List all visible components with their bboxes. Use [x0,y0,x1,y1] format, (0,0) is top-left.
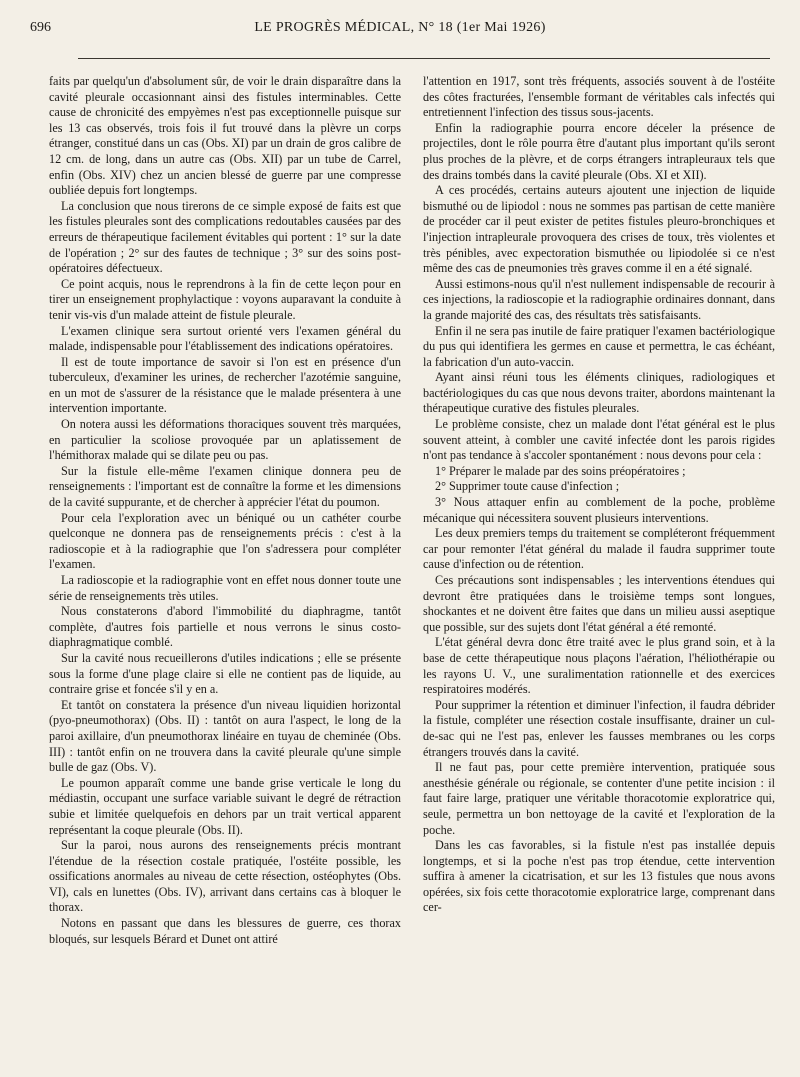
header-rule [78,58,770,59]
list-item: 1° Préparer le malade par des soins préopératoires ; [435,463,686,478]
paragraph: Enfin il ne sera pas inutile de faire pratiquer l'examen bactériologique du pus qui identifiera les germes en cause et permettra, le cas échéant, la fabrication d'un auto-vaccin. [423,323,775,369]
paragraph: Sur la paroi, nous aurons des renseignements précis montrant l'étendue de la résection costale pratiquée, l'ostéite possible, les ossifications anormales au niveau de cette résection, ostéophytes (Obs. VI), cals en lunettes (Obs. IV), arrivant dans certains cas à bloquer le thorax. [49,838,401,915]
paragraph: On notera aussi les déformations thoraciques souvent très marquées, en particulier la scoliose provoquée par un aplatissement de l'hémithorax malade qui se dilate peu ou pas. [49,417,401,463]
paragraph: Les deux premiers temps du traitement se compléteront fréquemment car pour remonter l'état général du malade il faudra supprimer toute cause d'infection ou de rétention. [423,526,775,572]
paragraph: Et tantôt on constatera la présence d'un niveau liquidien horizontal (pyo-pneumothorax) (Obs. II) : tantôt on aura l'aspect, le long de la paroi axillaire, d'un pneumothorax linéaire en tuyau de cheminée (Obs. III) : tantôt enfin on ne trouvera dans la cavité pleurale qu'une simple bulle de gaz (Obs. V). [49,697,401,775]
paragraph: Notons en passant que dans les blessures de guerre, ces thorax bloqués, sur lesquels Bérard et Dunet ont attiré [49,916,401,946]
paragraph: faits par quelqu'un d'absolument sûr, de voir le drain disparaître dans la cavité pleurale occasionnant ainsi des fistules interminables. Cette cause de chronicité des empyèmes n'est pas exceptionnelle puisque sur les 13 cas observés, trois fois il fut trouvé dans la plèvre un corps étranger, constitué dans un cas (Obs. XI) par un drain de gros calibre de 12 cm. de long, dans un autre cas (Obs. XII) par un tube de Carrel, enfin (Obs. XIV) chez un ancien blessé de guerre par une compresse oubliée depuis fort longtemps. [49,74,401,198]
paragraph: Ces précautions sont indispensables ; les interventions étendues qui devront être pratiquées dans le troisième temps sont longues, shockantes et ne doivent être faites que dans un milieu aussi aseptique que possible, sur des sujets dont l'état général a été remonté. [423,573,775,634]
paragraph: Dans les cas favorables, si la fistule n'est pas installée depuis longtemps, et si la poche n'est pas trop étendue, cette intervention suffira à amener la cicatrisation, et sur les 13 fistules que nous avons opérées, six fois cette thoracotomie exploratrice large, comprenant dans cer- [423,838,775,915]
paragraph: L'examen clinique sera surtout orienté vers l'examen général du malade, indispensable pour l'établissement des indications opératoires. [49,323,401,354]
paragraph: Pour supprimer la rétention et diminuer l'infection, il faudra débrider la fistule, compléter une résection costale insuffisante, drainer un cul-de-sac qui ne l'est pas, enlever les fausses membranes ou les corps étrangers trouvés dans la cavité. [423,697,775,759]
paragraph: Enfin la radiographie pourra encore déceler la présence de projectiles, dont le rôle pourra être d'autant plus important qu'ils seront plus proches de la plèvre, et de corps étrangers intrapleuraux tels que des drains tombés dans la cavité pleurale (Obs. XI et XII). [423,120,775,182]
list-item: 3° Nous attaquer enfin au comblement de la poche, problème mécanique qui nécessitera souvent plusieurs interventions. [423,495,775,525]
paragraph: L'état général devra donc être traité avec le plus grand soin, et à la base de cette thérapeutique nous plaçons l'aération, l'héliothérapie ou les rayons U. V., une suralimentation rationnelle et des exercices respiratoires modérés. [423,635,775,697]
paragraph: Ce point acquis, nous le reprendrons à la fin de cette leçon pour en tirer un enseignement prophylactique : voyons auparavant la conduite à tenir vis-vis d'un malade atteint de fistule pleurale. [49,276,401,322]
page-header [30,20,770,42]
paragraph: La radioscopie et la radiographie vont en effet nous donner toute une série de renseignements très utiles. [49,573,401,603]
paragraph: Pour cela l'exploration avec un béniqué ou un cathéter courbe quelconque ne donnera pas de renseignements précis : c'est à la radioscopie et à la radiographie que l'on s'adressera pour compléter l'examen. [49,510,401,572]
paragraph: Il est de toute importance de savoir si l'on est en présence d'un tuberculeux, d'examiner les urines, de rechercher l'azotémie sanguine, en un mot de s'assurer de la résistance que le malade présentera à une intervention importante. [49,354,401,416]
paragraph: A ces procédés, certains auteurs ajoutent une injection de liquide bismuthé ou de lipiodol : nous ne sommes pas partisan de cette manière de procéder car il peut exister de petites fistules pleuro-bronchiques et l'injection intrapleurale provoquera des crises de toux, très violentes et très pénibles, avec expectoration bismuthée ou lipiodolée si ce n'est même des cas de pneumonies très graves comme il en a été signalé. [423,183,775,276]
paragraph: Ayant ainsi réuni tous les éléments cliniques, radiologiques et bactériologiques du cas que nous devons traiter, abordons maintenant la thérapeutique curative des fistules pleurales. [423,370,775,416]
paragraph: l'attention en 1917, sont très fréquents, associés souvent à de l'ostéite des côtes fracturées, l'ensemble formant de véritables cals infectés qui entretiennent l'infection des tissus sous-jacents. [423,74,775,120]
paragraph: Sur la fistule elle-même l'examen clinique donnera peu de renseignements : l'important est de connaître la forme et les dimensions de la cavité suppurante, et de chercher à apprécier l'état du poumon. [49,463,401,510]
list-item: 2° Supprimer toute cause d'infection ; [435,479,620,494]
paragraph: Il ne faut pas, pour cette première intervention, pratiquée sous anesthésie générale ou régionale, se contenter d'une petite incision : il faut faire large, pratiquer une véritable thoracotomie exploratrice qui, seule, permettra un bon nettoyage de la cavité et l'exploration de la poche. [423,760,775,837]
paragraph: Sur la cavité nous recueillerons d'utiles indications ; elle se présente sous la forme d'une plage claire si elle ne contient pas de liquide, au contraire grise et foncée s'il y en a. [49,650,401,697]
left-column [49,74,401,1064]
paragraph: Aussi estimons-nous qu'il n'est nullement indispensable de recourir à ces injections, la radioscopie et la radiographie ordinaires donnant, dans la grande majorité des cas, des résultats très satisfaisants. [423,276,775,322]
page-number: 696 [30,20,51,35]
paragraph: Le problème consiste, chez un malade dont l'état général est le plus souvent atteint, à combler une cavité infectée dont les parois rigides n'ont pas tendance à s'accoler spontanément : nous devons pour cela : [423,417,775,463]
paragraph: La conclusion que nous tirerons de ce simple exposé de faits est que les fistules pleurales sont des complications redoutables causées par des erreurs de thérapeutique facilement évitables qui portent : 1° sur la date de l'opération ; 2° sur des fautes de technique ; 3° sur des soins post-opératoires défectueux. [49,198,401,276]
running-head: LE PROGRÈS MÉDICAL, N° 18 (1er Mai 1926) [254,20,546,35]
right-column [423,74,775,1064]
paragraph: Le poumon apparaît comme une bande grise verticale le long du médiastin, occupant une surface variable suivant le degré de rétraction subie et limitée quelquefois en dehors par un trait vertical apparent représentant la coque pleurale (Obs. II). [49,775,401,837]
paragraph: Nous constaterons d'abord l'immobilité du diaphragme, tantôt complète, d'autres fois partielle et nous verrons le sinus costo-diaphragmatique comblé. [49,604,401,650]
